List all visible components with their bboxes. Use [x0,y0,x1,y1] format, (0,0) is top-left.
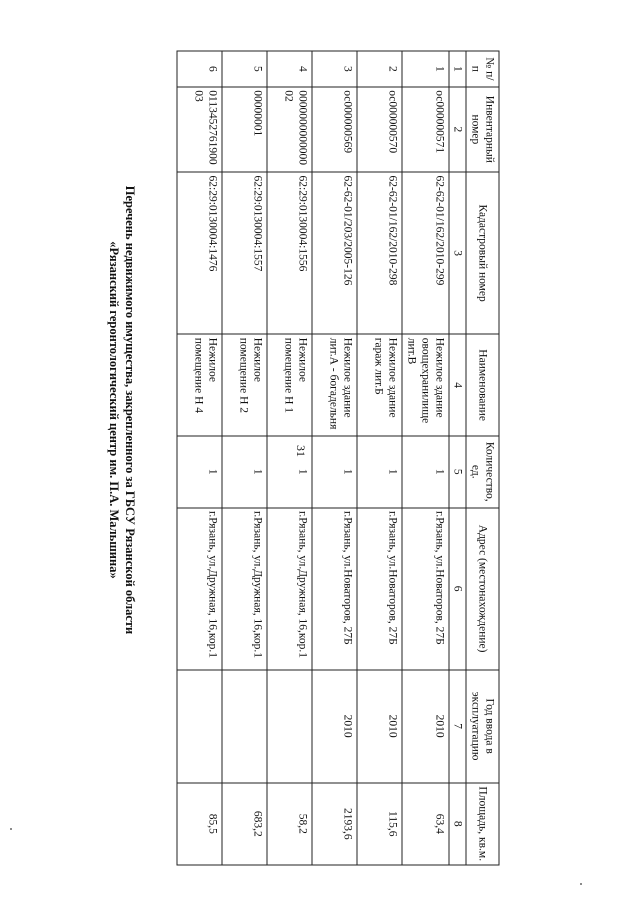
header-inventory: Инвентарный номер [466,87,499,172]
cell-cadastral: 62:29:0130004:1476 [177,172,222,334]
cell-name: Нежилое помещение Н 4 [177,334,222,436]
table-row [312,51,357,865]
page-number: 31 [294,445,308,457]
table-row [222,51,267,865]
cell-quantity: 1 [402,436,449,508]
cell-name: Нежилое здание лит.А - богадельня [312,334,357,436]
table-row [267,51,312,865]
column-number: 1 [449,51,466,87]
cell-area: 58,2 [267,783,312,866]
cell-area: 85,5 [177,783,222,866]
column-number: 5 [449,436,466,508]
cell-year [222,670,267,783]
cell-quantity: 1 [177,436,222,508]
scan-speck [580,883,582,885]
cell-name: Нежилое здание овощехранилище лит.В [402,334,449,436]
column-number: 7 [449,670,466,783]
cell-area: 683,2 [222,783,267,866]
cell-inventory: 00000001 [222,87,267,172]
cell-name: Нежилое помещение Н 2 [222,334,267,436]
column-number: 3 [449,172,466,334]
cell-quantity: 1 [357,436,402,508]
cell-num: 1 [402,51,449,87]
column-number-row [449,51,466,865]
cell-num: 6 [177,51,222,87]
cell-num: 3 [312,51,357,87]
header-address: Адрес (местонахождение) [466,508,499,670]
column-number: 6 [449,508,466,670]
cell-address: г.Рязань, ул.Новаторов, 27Б [357,508,402,670]
cell-area: 2193,6 [312,783,357,866]
header-num: № п/п [466,51,499,87]
property-table [177,51,500,866]
cell-quantity: 1 [267,436,312,508]
cell-inventory: ос000000571 [402,87,449,172]
cell-address: г.Рязань, ул.Дружная, 16,кор.1 [267,508,312,670]
cell-year: 2010 [312,670,357,783]
cell-area: 115,6 [357,783,402,866]
cell-num: 2 [357,51,402,87]
header-name: Наименование [466,334,499,436]
cell-address: г.Рязань, ул.Новаторов, 27Б [402,508,449,670]
cell-inventory: 011345276190003 [177,87,222,172]
cell-inventory: 000000000000002 [267,87,312,172]
cell-cadastral: 62:29:0130004:1556 [267,172,312,334]
cell-inventory: ос000000570 [357,87,402,172]
cell-address: г.Рязань, ул.Дружная, 16,кор.1 [177,508,222,670]
table-header-row [466,51,499,865]
cell-quantity: 1 [312,436,357,508]
column-number: 4 [449,334,466,436]
header-cadastral: Кадастровый номер [466,172,499,334]
cell-name: Нежилое помещение Н 1 [267,334,312,436]
header-quantity: Количество, ед. [466,436,499,508]
title-line-1: Перечень недвижимого имущества, закрепленного за ГБСУ Рязанской области [123,185,137,635]
cell-area: 63,4 [402,783,449,866]
cell-year [267,670,312,783]
scan-speck [10,828,12,830]
document-title [106,70,138,750]
cell-address: г.Рязань, ул.Новаторов, 27Б [312,508,357,670]
cell-year: 2010 [357,670,402,783]
table-row [402,51,449,865]
table-row [357,51,402,865]
cell-quantity: 1 [222,436,267,508]
cell-cadastral: 62:29:0130004:1557 [222,172,267,334]
cell-num: 4 [267,51,312,87]
property-table-wrapper [177,51,500,866]
cell-name: Нежилое здание гараж лит.Б [357,334,402,436]
header-area: Площадь, кв.м. [466,783,499,866]
cell-inventory: ос000000569 [312,87,357,172]
column-number: 2 [449,87,466,172]
table-row [177,51,222,865]
column-number: 8 [449,783,466,866]
title-line-2: «Рязанский геронтологический центр им. П.А. Мальшина» [107,241,121,579]
cell-num: 5 [222,51,267,87]
cell-cadastral: 62-62-01/203/2005-126 [312,172,357,334]
cell-year: 2010 [402,670,449,783]
cell-cadastral: 62-62-01/162/2010-298 [357,172,402,334]
cell-address: г.Рязань, ул.Дружная, 16,кор.1 [222,508,267,670]
cell-year [177,670,222,783]
cell-cadastral: 62-62-01/162/2010-299 [402,172,449,334]
header-year: Год ввода в эксплуатацию [466,670,499,783]
